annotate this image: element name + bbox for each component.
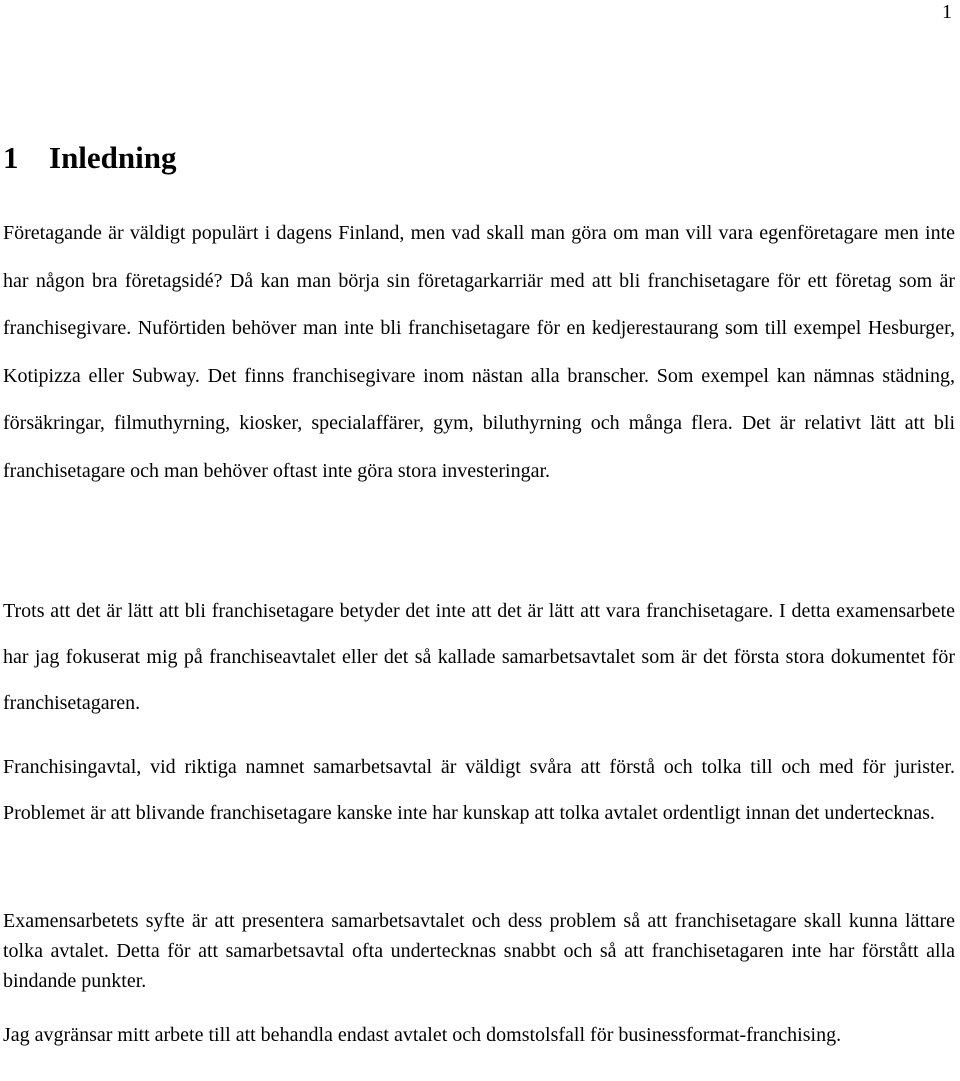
chapter-number: 1 bbox=[3, 140, 19, 175]
chapter-heading bbox=[3, 138, 177, 178]
body-paragraph: Jag avgränsar mitt arbete till att behandla endast avtalet och domstolsfall för businessformat-franchising. bbox=[3, 1024, 842, 1046]
body-paragraph: Företagande är väldigt populärt i dagens Finland, men vad skall man göra om man vill vara egenföretagare men inte har någon bra företagsidé? Då kan man börja sin företagarkarriär med att bli franchisetagare för ett företag som är franchisegivare. Nuförtiden behöver man inte bli franchisetagare för en kedjerestaurang som till exempel Hesburger, Kotipizza eller Subway. Det finns franchisegivare inom nästan alla branscher. Som exempel kan nämnas städning, försäkringar, filmuthyrning, kiosker, specialaffärer, gym, biluthyrning och många flera. Det är relativt lätt att bli franchisetagare och man behöver oftast inte göra stora investeringar. bbox=[3, 222, 955, 482]
body-paragraph: Trots att det är lätt att bli franchisetagare betyder det inte att det är lätt att vara franchisetagare. I detta examensarbete har jag fokuserat mig på franchiseavtalet eller det så kallade samarbetsavtalet som är det första stora dokumentet för franchisetagaren. bbox=[3, 600, 955, 714]
chapter-title: Inledning bbox=[49, 140, 177, 175]
page-number: 1 bbox=[942, 1, 952, 23]
body-paragraph: Franchisingavtal, vid riktiga namnet samarbetsavtal är väldigt svåra att förstå och tolka till och med för jurister. Problemet är att blivande franchisetagare kanske inte har kunskap att tolka avtalet ordentligt innan det undertecknas. bbox=[3, 756, 955, 824]
body-paragraph: Examensarbetets syfte är att presentera samarbetsavtalet och dess problem så att franchisetagare skall kunna lättare tolka avtalet. Detta för att samarbetsavtal ofta undertecknas snabbt och så att franchisetagaren inte har förstått alla bindande punkter. bbox=[3, 910, 955, 992]
